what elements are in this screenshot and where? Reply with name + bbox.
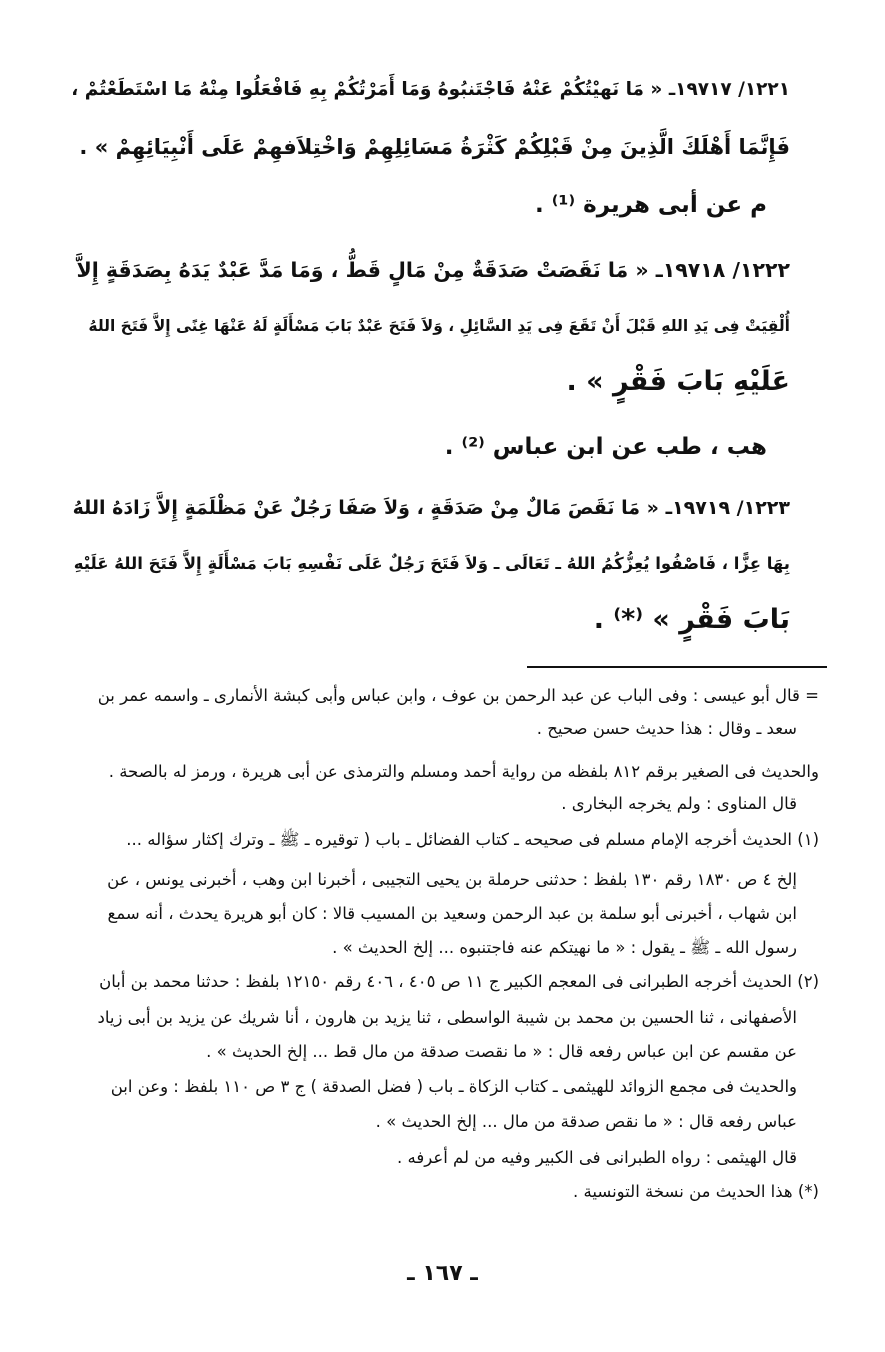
hadith-1222-line-3: عَلَيْهِ بَابَ فَقْرٍ » .: [566, 366, 790, 397]
hadith-1222-line-1: ١٢٢٢/ ١٩٧١٨ـ « مَا نَقَصَتْ صَدَقَةٌ مِنْ مَالٍ قَطُّ ، وَمَا مَدَّ عَبْدٌ يَدَهُ بِصَدَقَةٍ إِلاَّ: [76, 258, 790, 282]
hadith-1221-source: م عن أبى هريرة ⁽¹⁾ .: [535, 192, 767, 218]
hadith-1221-line-2: فَإِنَّمَا أَهْلَكَ الَّذِينَ مِنْ قَبْلِكُمْ كَثْرَةُ مَسَائِلِهِمْ وَاخْتِلاَفهِمْ عَلَى أَنْبِيَائِهِمْ » .: [79, 135, 790, 159]
footnote-line: إلخ ٤ ص ١٨٣٠ رقم ١٣٠ بلفظ : حدثنى حرملة بن يحيى التجيبى ، أخبرنا ابن وهب ، أخبرنى يونس ، عن: [107, 870, 797, 889]
footnote-line: قال المناوى : ولم يخرجه البخارى .: [561, 794, 797, 813]
hadith-1221-line-1: ١٢٢١/ ١٩٧١٧ـ « مَا نَهيْتُكُمْ عَنْهُ فَاجْتَنبُوهُ وَمَا أَمَرْتُكُمْ بِهِ فَافْعَلُوا مِنْهُ مَا اسْتَطَعْتُمْ ،: [71, 79, 790, 100]
footnote-line: = قال أبو عيسى : وفى الباب عن عبد الرحمن بن عوف ، وابن عباس وأبى كبشة الأنمارى ـ واسمه عمر بن: [97, 686, 819, 705]
footnote-line: (٢) الحديث أخرجه الطبرانى فى المعجم الكبير ج ١١ ص ٤٠٥ ، ٤٠٦ رقم ١٢١٥٠ بلفظ : حدثنا محمد بن أبان: [99, 972, 819, 991]
footnote-line: (١) الحديث أخرجه الإمام مسلم فى صحيحه ـ كتاب الفضائل ـ باب ( توقيره ـ ﷺ ـ وترك إكثار سؤاله ...: [126, 830, 819, 849]
footnote-line: رسول الله ـ ﷺ ـ يقول : « ما نهيتكم عنه فاجتنبوه ... إلخ الحديث » .: [332, 938, 797, 957]
footnote-line: والحديث فى الصغير برقم ٨١٢ بلفظه من رواية أحمد ومسلم والترمذى عن أبى هريرة ، ورمز له بالصحة .: [108, 762, 819, 781]
hadith-1222-source: هب ، طب عن ابن عباس ⁽²⁾ .: [444, 434, 767, 460]
hadith-1223-line-2: بِهَا عِزًّا ، فَاصْفُوا يُعِزُّكُمُ اللهُ ـ تَعَالَى ـ وَلاَ فَتَحَ رَجُلٌ عَلَى نَفْسِهِ بَابَ مَسْأَلَةٍ إِلاَّ فَتَحَ اللهُ عَلَيْهِ: [73, 554, 790, 573]
footnote-line: ابن شهاب ، أخبرنى أبو سلمة بن عبد الرحمن وسعيد بن المسيب قالا : كان أبو هريرة يحدث ، أنه سمع: [107, 904, 797, 923]
footnote-line: الأصفهانى ، ثنا الحسين بن محمد بن شيبة الواسطى ، ثنا يزيد بن هارون ، أنا شريك عن يزيد بن أبى زياد: [97, 1008, 797, 1027]
footnote-line: والحديث فى مجمع الزوائد للهيثمى ـ كتاب الزكاة ـ باب ( فضل الصدقة ) ج ٣ ص ١١٠ بلفظ : وعن ابن: [110, 1077, 797, 1096]
footnote-separator: [527, 666, 827, 668]
footnote-line: قال الهيثمى : رواه الطبرانى فى الكبير وفيه من لم أعرفه .: [397, 1148, 797, 1167]
hadith-1223-line-3: بَابَ فَقْرٍ » ⁽*⁾ .: [593, 604, 790, 635]
footnote-line: سعد ـ وقال : هذا حديث حسن صحيح .: [536, 719, 797, 738]
footnote-line: عن مقسم عن ابن عباس رفعه قال : « ما نقصت صدقة من مال قط ... إلخ الحديث » .: [206, 1042, 797, 1061]
page-number: ـ ١٦٧ ـ: [407, 1261, 478, 1286]
footnote-line: عباس رفعه قال : « ما نقص صدقة من مال ... إلخ الحديث » .: [375, 1112, 797, 1131]
footnote-line: (*) هذا الحديث من نسخة التونسية .: [573, 1182, 819, 1201]
hadith-1223-line-1: ١٢٢٣/ ١٩٧١٩ـ « مَا نَقَصَ مَالٌ مِنْ صَدَقَةٍ ، وَلاَ صَفَا رَجُلٌ عَنْ مَظْلَمَةٍ إِلاَّ زَادَهُ اللهُ: [72, 497, 790, 519]
hadith-1222-line-2: أُلْقِيَتْ فِى يَدِ اللهِ قَبْلَ أَنْ تَقَعَ فِى يَدِ السَّائِلِ ، وَلاَ فَتَحَ عَبْدٌ بَابَ مَسْأَلَةٍ لَهُ عَنْهَا غِنًى إِلاَّ فَتَحَ اللهُ: [88, 317, 790, 335]
